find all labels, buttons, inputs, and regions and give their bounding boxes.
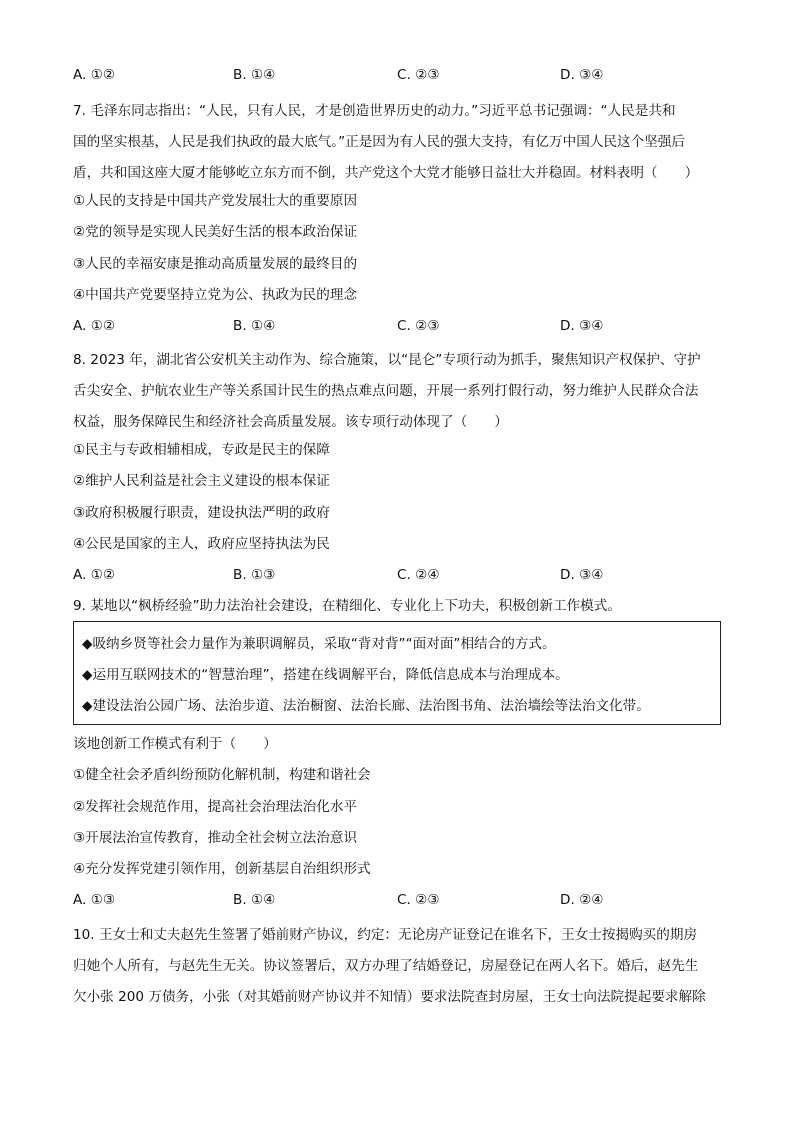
question-9-stem: 9. 某地以“枫桥经验”助力法治社会建设，在精细化、专业化上下功夫，积极创新工作模式。 <box>73 598 621 614</box>
q9-option-2: ②发挥社会规范作用，提高社会治理法治化水平 <box>73 799 358 815</box>
stem-line: 权益，服务保障民生和经济社会高质量发展。该专项行动体现了（ ） <box>73 414 508 430</box>
choice-a: A. ①② <box>73 567 116 583</box>
q9-option-4: ④充分发挥党建引领作用，创新基层自治组织形式 <box>73 861 371 877</box>
stem-line: 7. 毛泽东同志指出：“人民，只有人民，才是创造世界历史的动力。”习近平总书记强调：“人民是共和 <box>73 103 676 119</box>
stem-line: 国的坚实根基，人民是我们执政的最大底气。”正是因为有人民的强大支持，有亿万中国人民这个坚强后 <box>73 134 685 150</box>
q8-option-3: ③政府积极履行职责，建设执法严明的政府 <box>73 505 330 521</box>
choice-c: C. ②③ <box>397 892 440 908</box>
stem-line: 8. 2023 年，湖北省公安机关主动作为、综合施策，以“昆仑”专项行动为抓手，聚焦知识产权保护、守护 <box>73 352 701 368</box>
q8-choices <box>73 565 713 585</box>
choice-b: B. ①④ <box>233 318 276 334</box>
q9-choices <box>73 890 713 910</box>
q9-question: 该地创新工作模式有利于（ ） <box>73 736 277 752</box>
box-item: ◆吸纳乡贤等社会力量作为兼职调解员，采取“背对背”“面对面”相结合的方式。 <box>82 636 556 652</box>
stem-line: 10. 王女士和丈夫赵先生签署了婚前财产协议，约定：无论房产证登记在谁名下，王女士按揭购买的期房 <box>73 927 698 943</box>
q7-option-3: ③人民的幸福安康是推动高质量发展的最终目的 <box>73 256 358 272</box>
choice-a: A. ①② <box>73 318 116 334</box>
choice-b: B. ①④ <box>233 892 276 908</box>
choice-d: D. ③④ <box>560 567 604 583</box>
choice-d: D. ③④ <box>560 67 604 83</box>
q9-material-box <box>73 621 721 725</box>
box-item: ◆运用互联网技术的“智慧治理”，搭建在线调解平台，降低信息成本与治理成本。 <box>82 667 569 683</box>
q8-option-2: ②维护人民利益是社会主义建设的根本保证 <box>73 473 330 489</box>
q7-choices <box>73 316 713 336</box>
stem-line: 盾，共和国这座大厦才能够屹立东方而不倒，共产党这个大党才能够日益壮大并稳固。材料表明（ ） <box>73 165 699 181</box>
choice-c: C. ②③ <box>397 67 440 83</box>
stem-line: 归她个人所有，与赵先生无关。协议签署后，双方办理了结婚登记，房屋登记在两人名下。婚后，赵先生 <box>73 958 699 974</box>
question-7-stem <box>73 96 723 189</box>
choice-a: A. ①② <box>73 67 116 83</box>
choice-c: C. ②③ <box>397 318 440 334</box>
q9-option-1: ①健全社会矛盾纠纷预防化解机制，构建和谐社会 <box>73 767 371 783</box>
choice-d: D. ③④ <box>560 318 604 334</box>
choice-a: A. ①③ <box>73 892 116 908</box>
choice-d: D. ②④ <box>560 892 604 908</box>
box-item: ◆建设法治公园广场、法治步道、法治橱窗、法治长廊、法治图书角、法治墙绘等法治文化带。 <box>82 698 650 714</box>
q8-option-1: ①民主与专政相辅相成，专政是民主的保障 <box>73 442 330 458</box>
question-10-stem <box>73 920 723 1013</box>
choice-b: B. ①③ <box>233 567 276 583</box>
choice-b: B. ①④ <box>233 67 276 83</box>
stem-line: 舌尖安全、护航农业生产等关系国计民生的热点难点问题，开展一系列打假行动，努力维护人民群众合法 <box>73 383 699 399</box>
q7-option-1: ①人民的支持是中国共产党发展壮大的重要原因 <box>73 193 358 209</box>
choice-c: C. ②④ <box>397 567 440 583</box>
q7-option-4: ④中国共产党要坚持立党为公、执政为民的理念 <box>73 287 358 303</box>
question-8-stem <box>73 345 723 438</box>
q8-option-4: ④公民是国家的主人，政府应坚持执法为民 <box>73 536 330 552</box>
q7-option-2: ②党的领导是实现人民美好生活的根本政治保证 <box>73 224 358 240</box>
prev-question-choices <box>73 65 713 85</box>
q9-option-3: ③开展法治宣传教育，推动全社会树立法治意识 <box>73 830 358 846</box>
stem-line: 欠小张 200 万债务，小张（对其婚前财产协议并不知情）要求法院查封房屋，王女士向法院提起要求解除 <box>73 989 706 1005</box>
